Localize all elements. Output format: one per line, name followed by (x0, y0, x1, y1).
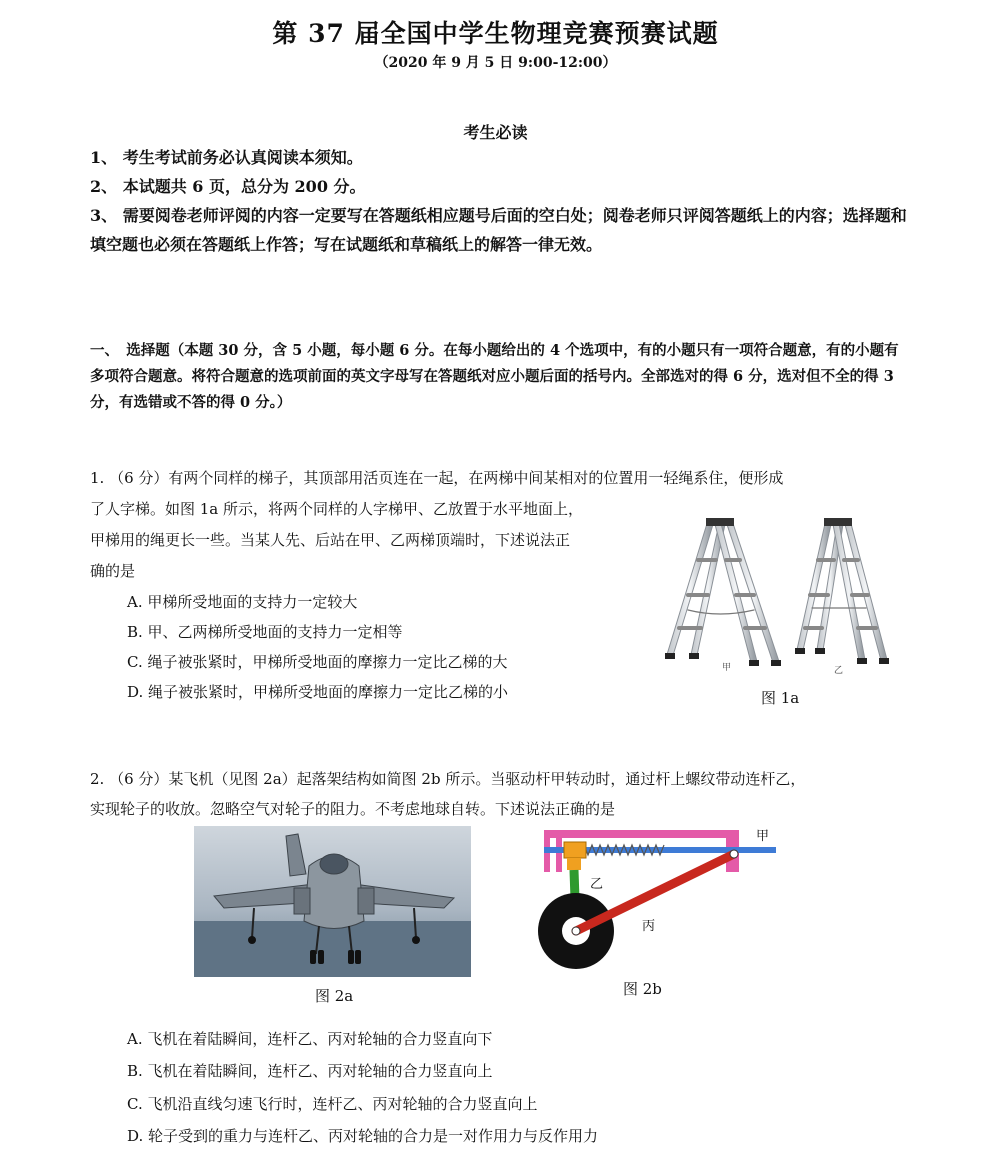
label-jia: 甲 (756, 829, 770, 844)
q1-line-2: 了人字梯。如图 1a 所示，将两个同样的人字梯甲、乙放置于水平地面上， (90, 500, 584, 518)
notice-item-1: 1、 考生考试前务必认真阅读本须知。 (90, 148, 363, 167)
q1-line-1: 1. （6 分）有两个同样的梯子，其顶部用活页连在一起，在两梯中间某相对的位置用一轻绳系住，便形成 (90, 469, 784, 487)
ladder-label-jia: 甲 (722, 663, 732, 673)
figure-1a-ladders (650, 510, 910, 680)
notice-heading: 考生必读 (463, 123, 528, 142)
exam-date: （2020 年 9 月 5 日 9:00-12:00） (374, 55, 617, 71)
notice-item-2: 2、 本试题共 6 页，总分为 200 分。 (90, 177, 366, 196)
figure-2a-caption: 图 2a (315, 987, 354, 1005)
figure-2b-landing-gear-diagram (536, 826, 786, 976)
q1-option-a: A. 甲梯所受地面的支持力一定较大 (127, 593, 358, 611)
q2-line-1: 2. （6 分）某飞机（见图 2a）起落架结构如简图 2b 所示。当驱动杆甲转动时，通过杆上螺纹带动连杆乙， (90, 770, 806, 788)
q2-option-b: B. 飞机在着陆瞬间，连杆乙、丙对轮轴的合力竖直向上 (127, 1062, 493, 1080)
ladder-yi (795, 518, 889, 664)
q1-line-4: 确的是 (90, 562, 136, 580)
q2-line-2: 实现轮子的收放。忽略空气对轮子的阻力。不考虑地球自转。下述说法正确的是 (90, 800, 616, 818)
figure-2b-caption: 图 2b (623, 980, 662, 998)
ladder-label-yi: 乙 (834, 666, 844, 676)
q1-option-c: C. 绳子被张紧时，甲梯所受地面的摩擦力一定比乙梯的大 (127, 653, 508, 671)
q2-option-a: A. 飞机在着陆瞬间，连杆乙、丙对轮轴的合力竖直向下 (127, 1030, 493, 1048)
page-title: 第 37 届全国中学生物理竞赛预赛试题 (272, 19, 719, 48)
figure-1a-caption: 图 1a (761, 689, 800, 707)
q2-option-c: C. 飞机沿直线匀速飞行时，连杆乙、丙对轮轴的合力竖直向上 (127, 1095, 538, 1113)
notice-item-3: 3、 需要阅卷老师评阅的内容一定要写在答题纸相应题号后面的空白处；阅卷老师只评阅答题纸上的内容；选择题和填空题也必须在答题纸上作答；写在试题纸和草稿纸上的解答一律无效。 (90, 206, 907, 254)
figure-2a-jet-photo (194, 826, 471, 977)
q1-option-d: D. 绳子被张紧时，甲梯所受地面的摩擦力一定比乙梯的小 (127, 683, 509, 701)
q1-line-3: 甲梯用的绳更长一些。当某人先、后站在甲、乙两梯顶端时，下述说法正 (90, 531, 571, 549)
screw-nut (564, 842, 586, 858)
part-one-heading: 一、 选择题（本题 30 分，含 5 小题，每小题 6 分。在每小题给出的 4 个选项中，有的小题只有一项符合题意，有的小题有多项符合题意。将符合题意的选项前面的英文字母写在答题纸对应小题后面的括号内。全部选对的得 6 分，选对但不全的得 3 分，有选错或不答的得 0 分。） (90, 342, 899, 411)
ladder-jia (665, 518, 781, 666)
label-bing: 丙 (642, 919, 656, 934)
label-yi: 乙 (590, 877, 604, 892)
q1-option-b: B. 甲、乙两梯所受地面的支持力一定相等 (127, 623, 403, 641)
q2-option-d: D. 轮子受到的重力与连杆乙、丙对轮轴的合力是一对作用力与反作用力 (127, 1127, 599, 1145)
